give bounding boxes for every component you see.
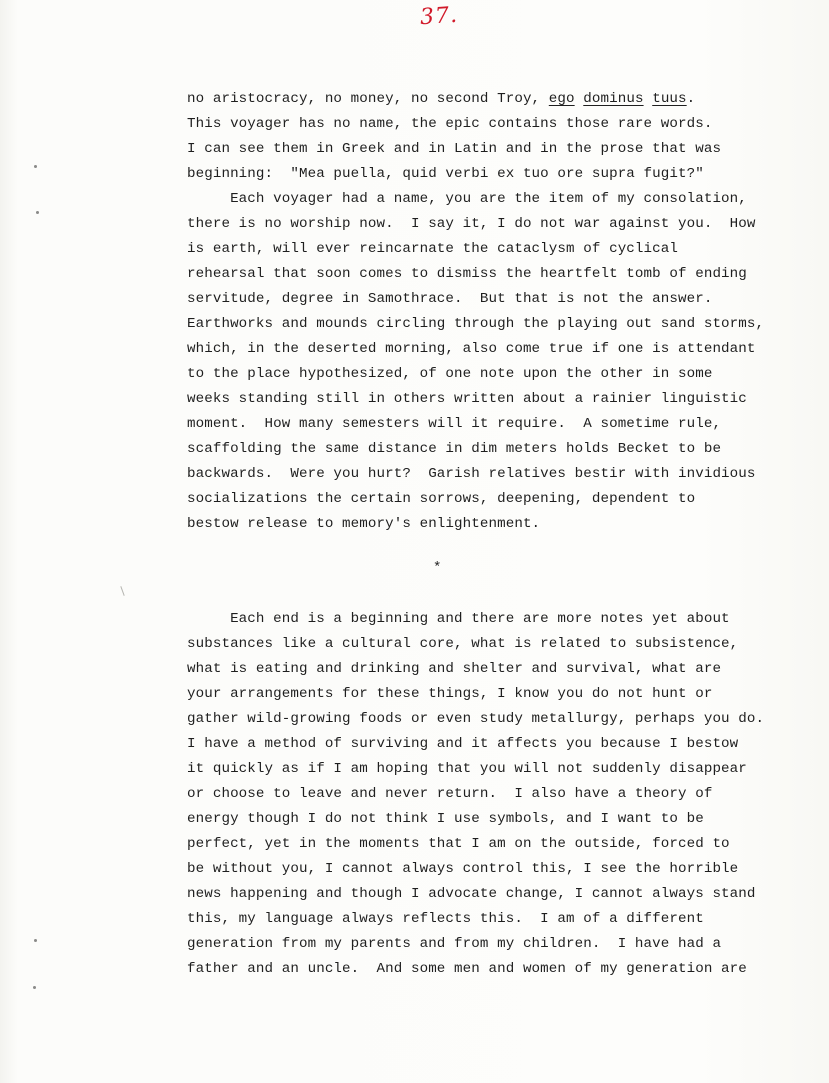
text-line: to the place hypothesized, of one note upon the other in some — [187, 366, 713, 382]
text-line: weeks standing still in others written about a rainier linguistic — [187, 391, 747, 407]
text-line: energy though I do not think I use symbols, and I want to be — [187, 811, 704, 827]
scan-speck — [34, 939, 37, 942]
text-line: there is no worship now. I say it, I do not war against you. How — [187, 216, 756, 232]
scan-speck — [33, 986, 36, 989]
text-line: substances like a cultural core, what is related to subsistence, — [187, 636, 739, 652]
text-line: I have a method of surviving and it affects you because I bestow — [187, 736, 739, 752]
text-line: servitude, degree in Samothrace. But that is not the answer. — [187, 291, 713, 307]
text-line: it quickly as if I am hoping that you will not suddenly disappear — [187, 761, 747, 777]
text-line: socializations the certain sorrows, deepening, dependent to — [187, 491, 696, 507]
section-separator: * — [433, 560, 442, 576]
text-line: gather wild-growing foods or even study metallurgy, perhaps you do. — [187, 711, 765, 727]
text-line: or choose to leave and never return. I also have a theory of — [187, 786, 713, 802]
text-line: bestow release to memory's enlightenment. — [187, 516, 541, 532]
scan-mark — [120, 586, 124, 596]
text-line: what is eating and drinking and shelter and survival, what are — [187, 661, 722, 677]
page-number: 37. — [419, 2, 459, 31]
text-line: Earthworks and mounds circling through the playing out sand storms, — [187, 316, 765, 332]
text-line: Each voyager had a name, you are the item of my consolation, — [187, 191, 747, 207]
underlined-word: ego — [548, 91, 575, 107]
underlined-word: dominus — [583, 91, 644, 107]
text-line — [187, 89, 695, 109]
text-line: beginning: "Mea puella, quid verbi ex tuo ore supra fugit?" — [187, 166, 704, 182]
text-line: scaffolding the same distance in dim meters holds Becket to be — [187, 441, 722, 457]
text-line: moment. How many semesters will it require. A sometime rule, — [187, 416, 722, 432]
text-line: this, my language always reflects this. I am of a different — [187, 911, 704, 927]
underlined-word: tuus — [652, 91, 687, 107]
text-line: generation from my parents and from my children. I have had a — [187, 936, 722, 952]
text-line: which, in the deserted morning, also come true if one is attendant — [187, 341, 756, 357]
text-segment: . — [686, 91, 696, 107]
text-line: father and an uncle. And some men and women of my generation are — [187, 961, 747, 977]
text-line: your arrangements for these things, I know you do not hunt or — [187, 686, 713, 702]
text-line: perfect, yet in the moments that I am on the outside, forced to — [187, 836, 730, 852]
text-space — [644, 91, 653, 107]
text-line: I can see them in Greek and in Latin and in the prose that was — [187, 141, 722, 157]
text-line: be without you, I cannot always control this, I see the horrible — [187, 861, 739, 877]
scan-speck — [34, 165, 37, 168]
text-line: This voyager has no name, the epic contains those rare words. — [187, 116, 713, 132]
text-space — [575, 91, 584, 107]
text-line: rehearsal that soon comes to dismiss the heartfelt tomb of ending — [187, 266, 747, 282]
text-line: Each end is a beginning and there are more notes yet about — [187, 611, 730, 627]
text-line: is earth, will ever reincarnate the cataclysm of cyclical — [187, 241, 678, 257]
text-line: news happening and though I advocate change, I cannot always stand — [187, 886, 756, 902]
scan-speck — [36, 211, 39, 214]
text-line: backwards. Were you hurt? Garish relatives bestir with invidious — [187, 466, 756, 482]
text-segment: no aristocracy, no money, no second Troy, — [187, 91, 549, 107]
